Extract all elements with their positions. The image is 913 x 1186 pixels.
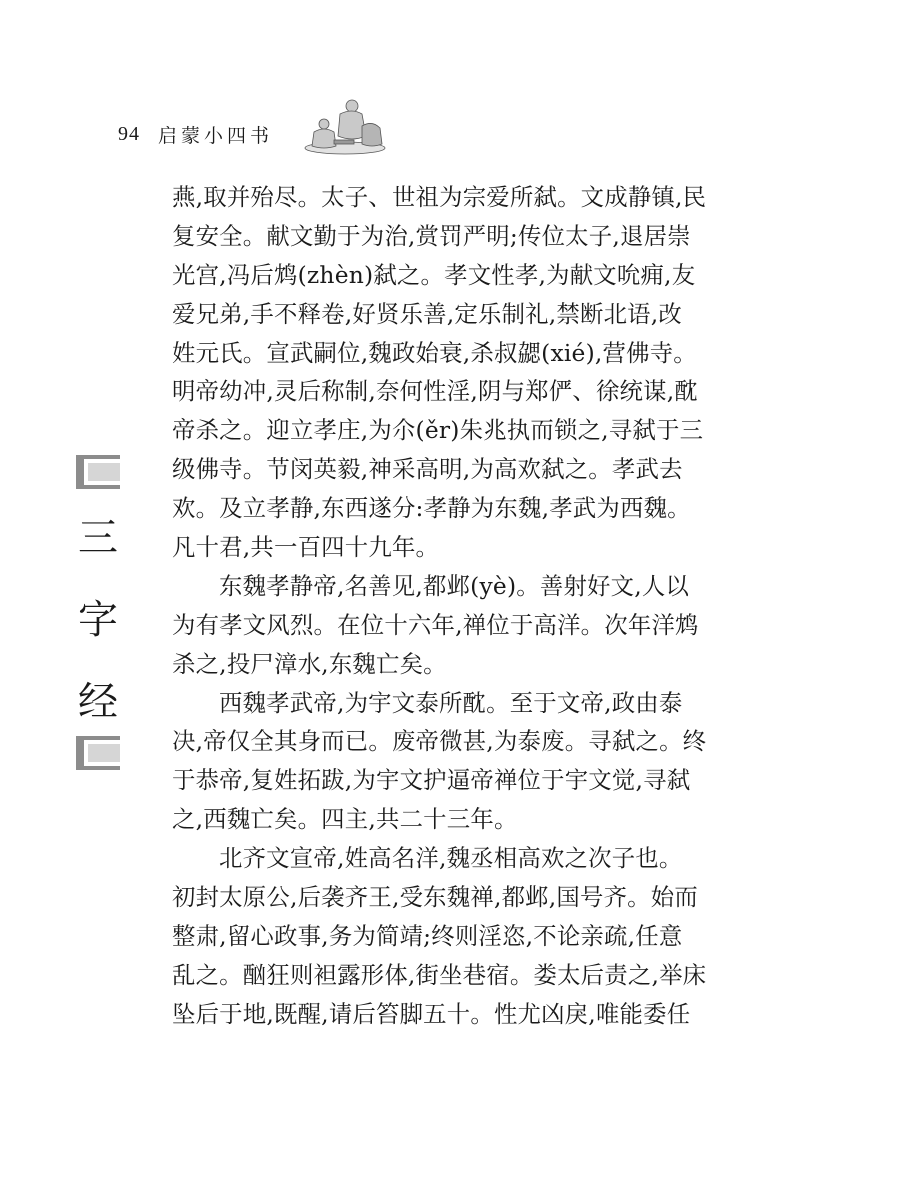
text-line: 级佛寺。节闵英毅,神采高明,为高欢弑之。孝武去 (172, 455, 683, 484)
text-line: 凡十君,共一百四十九年。 (172, 533, 440, 562)
text-line: 明帝幼冲,灵后称制,奈何性淫,阴与郑俨、徐统谋,酖 (172, 377, 698, 406)
text-line: 之,西魏亡矣。四主,共二十三年。 (172, 805, 518, 834)
banner-top-bracket-icon (72, 455, 124, 489)
text-line: 乱之。酗狂则袒露形体,街坐巷宿。娄太后责之,举床 (172, 960, 707, 989)
text-line: 复安全。献文勤于为治,赏罚严明;传位太子,退居崇 (172, 221, 691, 250)
text-line: 欢。及立孝静,东西遂分:孝静为东魏,孝武为西魏。 (172, 494, 691, 523)
body-text (172, 178, 747, 1034)
banner-bottom-bracket-icon (72, 736, 124, 770)
text-line: 光宫,冯后鸩(zhèn)弑之。孝文性孝,为献文吮痈,友 (172, 260, 696, 289)
text-line: 燕,取并殆尽。太子、世祖为宗爱所弑。文成静镇,民 (172, 183, 707, 211)
banner-char-3: 经 (78, 679, 118, 725)
text-line: 东魏孝静帝,名善见,都邺(yè)。善射好文,人以 (219, 571, 690, 600)
text-line: 杀之,投尸漳水,东魏亡矣。 (172, 649, 447, 678)
page-number: 94 (118, 122, 140, 145)
text-line: 北齐文宣帝,姓高名洋,魏丞相高欢之次子也。 (219, 844, 683, 873)
text-line: 决,帝仅全其身而已。废帝微甚,为泰废。寻弑之。终 (172, 727, 707, 756)
text-line: 西魏孝武帝,为宇文泰所酖。至于文帝,政由泰 (219, 688, 683, 717)
banner-char-1: 三 (78, 515, 118, 561)
text-line: 于恭帝,复姓拓跋,为宇文护逼帝禅位于宇文觉,寻弑 (172, 766, 691, 795)
text-line: 坠后于地,既醒,请后笞脚五十。性尤凶戾,唯能委任 (172, 999, 691, 1028)
side-banner (72, 455, 124, 770)
scholars-illustration-icon (300, 96, 390, 158)
book-title: 启蒙小四书 (158, 124, 274, 147)
text-line: 爱兄弟,手不释卷,好贤乐善,定乐制礼,禁断北语,改 (172, 299, 682, 328)
text-line: 初封太原公,后袭齐王,受东魏禅,都邺,国号齐。始而 (172, 883, 698, 912)
text-line: 姓元氏。宣武嗣位,魏政始衰,杀叔勰(xié),营佛寺。 (172, 338, 697, 367)
banner-char-2: 字 (78, 597, 118, 643)
text-line: 帝杀之。迎立孝庄,为尒(ěr)朱兆执而锁之,寻弑于三 (172, 416, 704, 445)
page-header (118, 116, 273, 152)
text-line: 为有孝文风烈。在位十六年,禅位于高洋。次年洋鸩 (172, 610, 699, 639)
text-line: 整肃,留心政事,务为简靖;终则淫恣,不论亲疏,任意 (172, 921, 683, 950)
